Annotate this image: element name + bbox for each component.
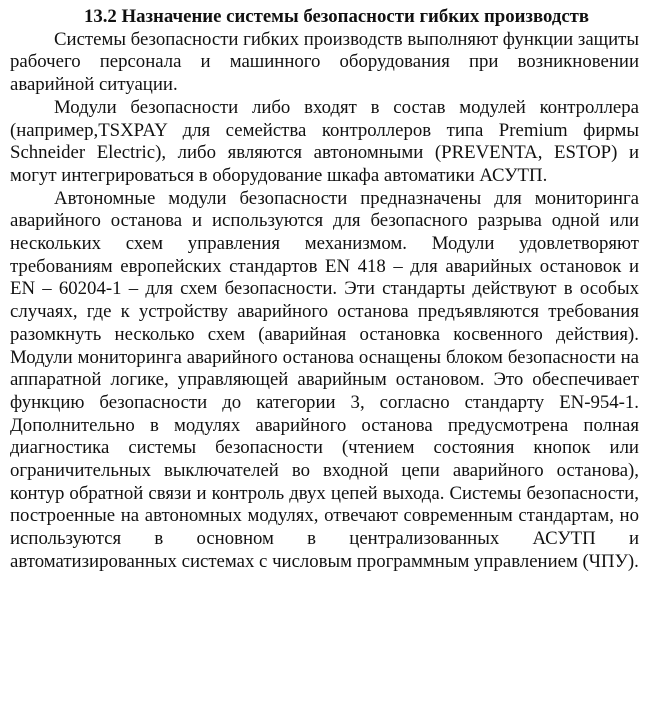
section-heading: 13.2 Назначение системы безопасности гибких производств — [83, 6, 590, 27]
paragraph-safety-modules: Модули безопасности либо входят в состав модулей контроллера (например,TSXPAY для семейства контроллеров типа Premium фирмы Schneider Electric), либо являются автономными (PREVENTA, ESTOP) и могут интегрироваться в оборудование шкафа автоматики АСУТП. — [10, 96, 639, 186]
paragraph-purpose: Системы безопасности гибких производств выполняют функции защиты рабочего персонала и машинного оборудования при возникновении аварийной ситуации. — [10, 28, 639, 96]
paragraph-autonomous-modules: Автономные модули безопасности предназначены для мониторинга аварийного останова и используются для безопасного разрыва одной или нескольких схем управления механизмом. Модули удовлетворяют требованиям европейских стандартов EN 418 – для аварийных остановок и EN – 60204-1 – для схем безопасности. Эти стандарты действуют в особых случаях, где к устройству аварийного останова предъявляются требования разомкнуть несколько схем (аварийная остановка косвенного действия). Модули мониторинга аварийного останова оснащены блоком безопасности на аппаратной логике, управляющей аварийным остановом. Это обеспечивает функцию безопасности до категории 3, согласно стандарту EN-954-1. Дополнительно в модулях аварийного останова предусмотрена полная диагностика системы безопасности (чтением состояния кнопок или ограничительных выключателей во входной цепи аварийного останова), контур обратной связи и контроль двух цепей выхода. Системы безопасности, построенные на автономных модулях, отвечают современным стандартам, но используются в основном в централизованных АСУТП и автоматизированных системах с числовым программным управлением (ЧПУ). — [10, 187, 639, 572]
document-page — [10, 6, 639, 574]
